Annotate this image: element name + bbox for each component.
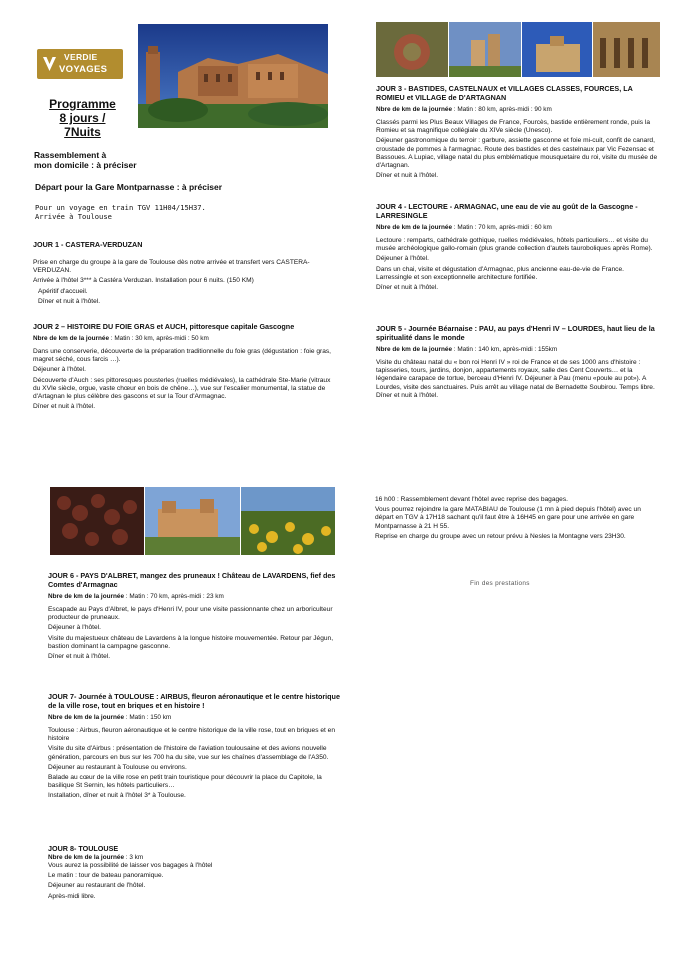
verdie-voyages-logo (37, 49, 123, 79)
km-label: Nbre de km de la journée (376, 224, 453, 231)
program-line2: 8 jours / (59, 111, 106, 125)
day7-km (48, 714, 344, 721)
day4-text: Déjeuner à l'hôtel. (376, 255, 429, 263)
km-value: : Matin : 80 km, après-midi : 90 km (453, 106, 552, 113)
day7-text: Visite du site d'Airbus : présentation de l'histoire de l'aviation toulousaine et des avions nouvelle génération, parcours en bus sur les 700 ha du site, vue sur les chaînes d'assemblage de l'A350. (48, 745, 329, 761)
day2-title: JOUR 2 – HISTOIRE DU FOIE GRAS et AUCH, pittoresque capitale Gascogne (33, 322, 295, 331)
day2-section (33, 316, 337, 413)
day4-title: JOUR 4 - LECTOURE - ARMAGNAC, une eau de vie au goût de la Gascogne - LARRESINGLE (376, 202, 638, 220)
day6-km (48, 593, 344, 600)
day8-text: Vous aurez la possibilité de laisser vos bagages à l'hôtel (48, 862, 213, 869)
gers-villages-photo-strip (376, 22, 660, 77)
day8-text: Déjeuner au restaurant de l'hôtel. (48, 882, 146, 890)
gathering-line2: mon domicile : à préciser (34, 160, 137, 170)
day8-text: Le matin : tour de bateau panoramique. (48, 872, 164, 880)
program-line3: 7Nuits (64, 125, 101, 139)
day7-text: Balade au cœur de la ville rose en petit train touristique pour découvrir la place du Capitole, la basilique St Sernin, les hôtels particuliers… (48, 774, 322, 790)
km-value: : 3 km (125, 854, 144, 861)
day7-section (48, 686, 344, 803)
day4-text: Dîner et nuit à l'hôtel. (376, 284, 439, 292)
day3-section (376, 78, 660, 182)
day1-text: Prise en charge du groupe à la gare de Toulouse dès notre arrivée et transfert vers CASTERA-VERDUZAN. (33, 259, 310, 275)
day2-text: Dîner et nuit à l'hôtel. (33, 403, 96, 411)
day5-title: JOUR 5 - Journée Béarnaise : PAU, au pays d'Henri IV – LOURDES, haut lieu de la spiritualité dans le monde (376, 324, 655, 342)
auch-cathedral-photo (138, 24, 328, 128)
km-value: : Matin : 70 km, après-midi : 23 km (125, 593, 224, 600)
day1-text: Dîner et nuit à l'hôtel. (38, 297, 101, 305)
day6-text: Visite du majestueux château de Lavardens à la longue histoire mouvementée. Retour par Jégun, bastion dominant la campagne gasconne. (48, 634, 334, 650)
day1-title: JOUR 1 - CASTERA-VERDUZAN (33, 240, 143, 249)
day7-text: Toulouse : Airbus, fleuron aéronautique et le centre historique de la ville rose, tout en briques et en histoire (48, 727, 336, 743)
day8-continued (375, 496, 659, 543)
day8-km (48, 854, 344, 861)
day5-text: Visite du château natal du « bon roi Henri IV » roi de France et de ses 1000 ans d'histoire : tapisseries, tours, jardins, donjon, appartements royaux, salle des Cent Couverts… et la légendaire carapace de tortue, berceau d'Henri IV. Déjeuner à Pau (menu «poule au pot»). A Lourdes, visite des sanctuaires. Puis arrêt au village natal de Bernadette Soubirou. Temps libre. Dîner et nuit à l'hôtel. (376, 359, 655, 399)
day4-text: Dans un chai, visite et dégustation d'Armagnac, plus ancienne eau-de-vie de France. Larressingle et son exceptionnelle architecture fortifiée. (376, 265, 624, 281)
day3-title: JOUR 3 - BASTIDES, CASTELNAUX et VILLAGES CLASSES, FOURCES, LA ROMIEU et VILLAGE de D'ARTAGNAN (376, 84, 633, 102)
day5-section (376, 318, 660, 402)
day4-km (376, 224, 660, 231)
km-label: Nbre de km de la journée (48, 593, 125, 600)
logo-mark-icon (42, 55, 57, 73)
day2-text: Découverte d'Auch : ses pittoresques pousterles (ruelles médiévales), la cathédrale Ste-Marie (vitraux du XVIe siècle, orgue, vaste chœur en bois de chêne…), vue sur l'escalier monumental, la statue de d'Artagnan le plus célèbre des gascons et sur la Tour d'Armagnac. (33, 376, 331, 401)
train-line1: Pour un voyage en train TGV 11H04/15H37. (35, 203, 206, 212)
program-line1: Programme (49, 97, 116, 111)
km-label: Nbre de km de la journée (376, 346, 453, 353)
km-value: : Matin : 30 km, après-midi : 50 km (110, 335, 209, 342)
day7-title: JOUR 7- Journée à TOULOUSE : AIRBUS, fleuron aéronautique et le centre historique de la ville rose, tout en briques et en histoire ! (48, 692, 340, 710)
logo-line1: VERDIE (64, 52, 98, 62)
day6-text: Escapade au Pays d'Albret, le pays d'Henri IV, pour une visite passionnante chez un arboriculteur producteur de pruneaux. (48, 606, 333, 622)
logo-line2: VOYAGES (59, 64, 108, 75)
train-info (35, 203, 206, 221)
day2-text: Déjeuner à l'hôtel. (33, 366, 86, 374)
train-line2: Arrivée à Toulouse (35, 212, 112, 221)
day5-km (376, 346, 660, 353)
day6-section (48, 565, 344, 663)
day8-text: 16 h00 : Rassemblement devant l'hôtel avec reprise des bagages. (375, 496, 568, 503)
day4-text: Lectoure : remparts, cathédrale gothique, ruelles médiévales, hôtels particuliers… et visite du musée archéologique gallo-romain (plus grande collection d'autels tauroboliques après Rome). (376, 237, 653, 253)
day8-section (48, 838, 344, 903)
program-title (30, 97, 135, 139)
day8-text: Après-midi libre. (48, 892, 96, 900)
day2-text: Dans une conserverie, découverte de la préparation traditionnelle du foie gras (dégustation : foie gras, magret séché, cous farcis …). (33, 348, 332, 364)
day1-text: Apéritif d'accueil. (38, 287, 88, 295)
prunes-chateau-sunflowers-photo-strip (50, 487, 335, 555)
day8-text: Reprise en charge du groupe avec un retour prévu à Nesles la Montagne vers 23H30. (375, 532, 626, 540)
day6-text: Dîner et nuit à l'hôtel. (48, 653, 111, 661)
end-note: Fin des prestations (470, 580, 530, 587)
day1-text: Arrivée à l'hôtel 3*** à Castéra Verduzan. Installation pour 6 nuits. (150 KM) (33, 277, 254, 285)
departure-info: Départ pour la Gare Montparnasse : à préciser (35, 182, 223, 192)
day7-text: Déjeuner au restaurant à Toulouse ou environs. (48, 763, 187, 771)
day3-text: Déjeuner gastronomique du terroir : garbure, assiette gasconne et foie mi-cuit, confit de canard, croustade de pommes à l'armagnac. Route des bastides et des castelnaux par Vic Fezensac et Bassoues. A Lupiac, village natal du plus emblématique mousquetaire du roi, visite du musée de d'Artagnan. (376, 137, 658, 170)
day2-km (33, 335, 337, 342)
day8-title: JOUR 8- TOULOUSE (48, 844, 119, 853)
km-label: Nbre de km de la journée (33, 335, 110, 342)
km-value: : Matin : 70 km, après-midi : 60 km (453, 224, 552, 231)
km-value: : Matin : 140 km, après-midi : 155km (453, 346, 558, 353)
day4-section (376, 196, 660, 294)
day3-text: Dîner et nuit à l'hôtel. (376, 172, 439, 180)
day6-title: JOUR 6 - PAYS D'ALBRET, mangez des pruneaux ! Château de LAVARDENS, fief des Comtes d'Armagnac (48, 571, 336, 589)
km-label: Nbre de km de la journée (48, 854, 125, 861)
km-label: Nbre de km de la journée (48, 714, 125, 721)
day3-text: Classés parmi les Plus Beaux Villages de France, Fourcès, bastide entièrement ronde, puis la Romieu et sa magnifique collégiale du XIVe siècle (Unesco). (376, 119, 651, 135)
km-label: Nbre de km de la journée (376, 106, 453, 113)
day8-text: Vous pourrez rejoindre la gare MATABIAU de Toulouse (1 mn à pied depuis l'hôtel) avec un départ en TGV à 17H18 sachant qu'il faut être à 16H45 en gare pour une arrivée en gare Montparnasse à 21 H 55. (375, 506, 641, 530)
km-value: : Matin : 150 km (125, 714, 172, 721)
day6-text: Déjeuner à l'hôtel. (48, 624, 101, 632)
gathering-info (34, 150, 194, 170)
gathering-line1: Rassemblement à (34, 150, 107, 160)
day1-section (33, 234, 337, 308)
day7-text: Installation, dîner et nuit à l'hôtel 3* à Toulouse. (48, 792, 186, 800)
day3-km (376, 106, 660, 113)
